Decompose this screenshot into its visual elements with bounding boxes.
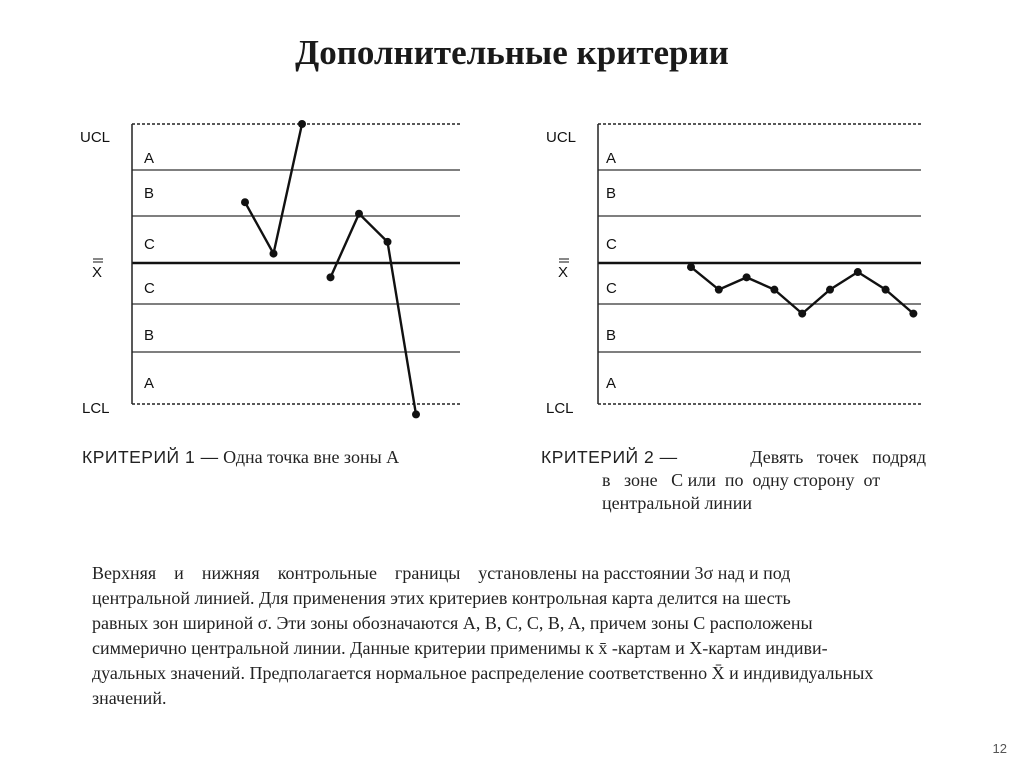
zone-label-a-top: A [144,150,155,167]
ucl-label: UCL [80,129,111,146]
data-point [384,238,392,246]
data-point [882,286,890,294]
data-point [687,263,695,271]
zone-label-c-top: C [144,236,155,253]
caption-criterion-1 [82,446,399,469]
data-point [798,310,806,318]
caption-1-text: Одна точка вне зоны А [223,447,400,467]
control-chart-criterion-1 [70,110,470,430]
paragraph-line-6: значений. [92,688,167,708]
paragraph-line-3: равных зон шириной σ. Эти зоны обозначаются A, B, C, C, B, A, причем зоны С расположены [92,613,813,633]
zone-label-a-bottom: A [606,375,617,392]
zone-label-c-bottom: C [606,280,617,297]
zone-label-b-top: B [144,185,155,202]
data-point [854,268,862,276]
zone-label-a-top: A [606,150,617,167]
data-point [743,273,751,281]
caption-2-label: КРИТЕРИЙ 2 — [541,447,678,467]
data-point [355,210,363,218]
data-point [241,198,249,206]
page-number: 12 [992,741,1007,756]
caption-2-line1: Девять точек подряд [750,447,926,467]
zone-lines [598,124,921,404]
zone-label-b-bottom: B [606,327,617,344]
data-series [241,120,420,418]
zone-label-b-top: B [606,185,617,202]
data-point [826,286,834,294]
lcl-label: LCL [546,400,574,417]
paragraph-line-2: центральной линией. Для применения этих критериев контрольная карта делится на шесть [92,588,791,608]
caption-1-label: КРИТЕРИЙ 1 — [82,447,219,467]
caption-criterion-2 [541,446,926,515]
control-chart-criterion-2 [536,110,936,430]
data-point [770,286,778,294]
zone-label-a-bottom: A [144,375,155,392]
zone-label-c-top: C [606,236,617,253]
series-line-2 [331,214,417,415]
data-point [909,310,917,318]
data-point [270,250,278,258]
center-label: X [92,264,103,281]
zone-lines [132,124,460,404]
data-series [687,263,917,318]
zone-label-b-bottom: B [144,327,155,344]
center-label: X [558,264,569,281]
paragraph-line-5: дуальных значений. Предполагается нормальное распределение соответственно X̄ и индивидуальных [92,663,874,683]
paragraph-line-1: Верхняя и нижняя контрольные границы установлены на расстоянии 3σ над и под [92,563,791,583]
paragraph-line-4: симмерично центральной линии. Данные критерии применимы к x̄ -картам и X-картам индиви- [92,638,828,658]
data-point [412,410,420,418]
caption-2-line2: в зоне С или по одну сторону от [602,470,881,490]
data-point [298,120,306,128]
zone-label-c-bottom: C [144,280,155,297]
data-point [327,273,335,281]
description-paragraph [92,561,982,711]
ucl-label: UCL [546,129,577,146]
caption-2-line3: центральной линии [602,493,752,513]
series-line-1 [245,124,302,254]
data-point [715,286,723,294]
page-title: Дополнительные критерии [295,33,729,72]
lcl-label: LCL [82,400,110,417]
series-line-1 [691,267,913,314]
